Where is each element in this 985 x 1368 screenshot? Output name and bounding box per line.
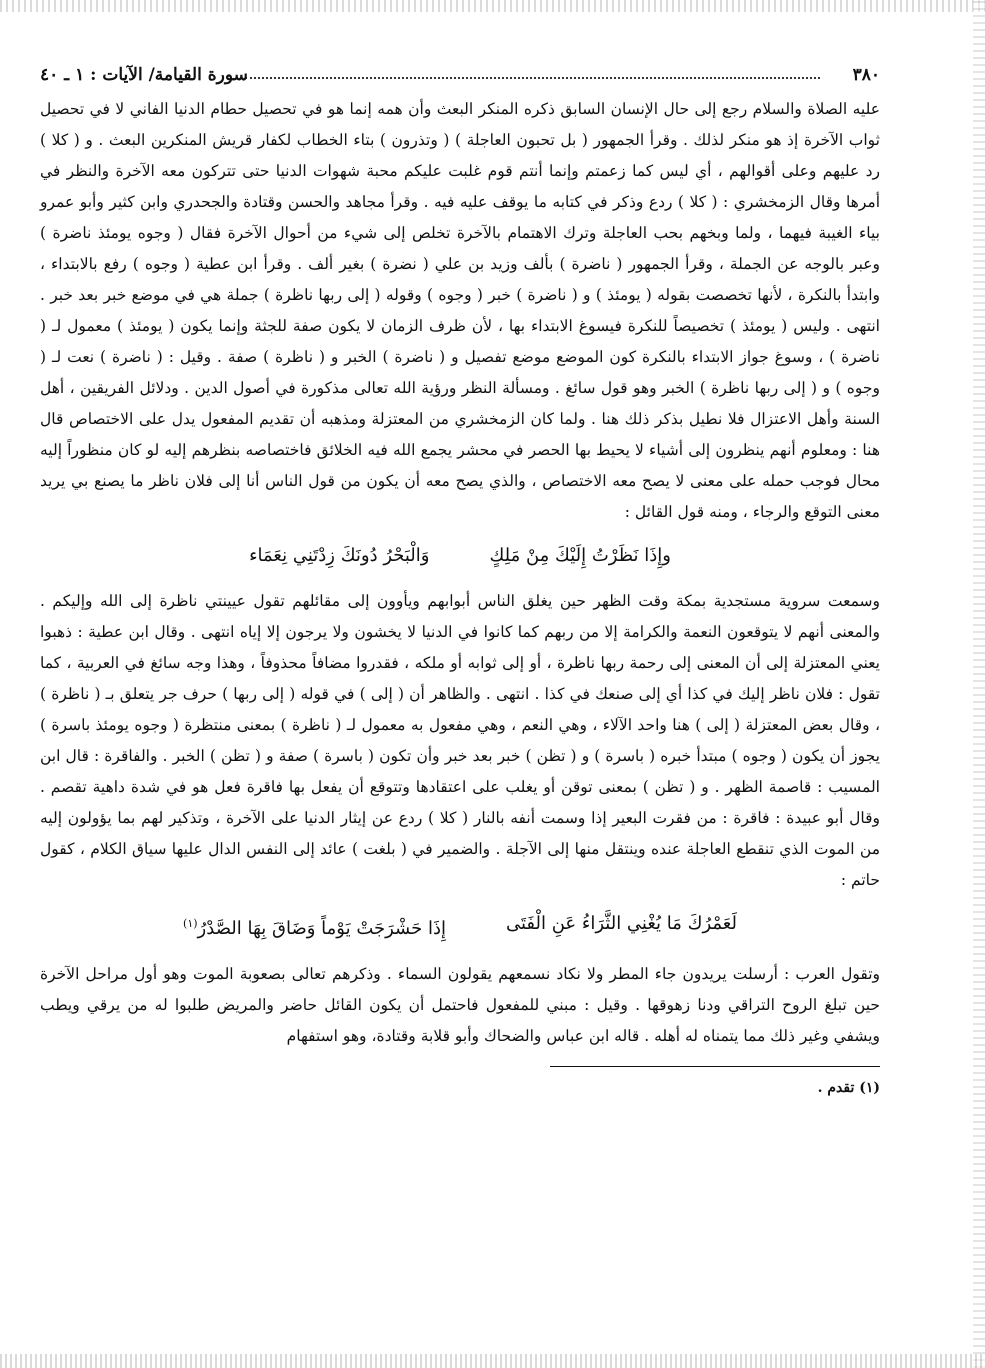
verse-1	[40, 534, 880, 578]
verse-1-hemistich-2: وَالْبَحْرُ دُونَكَ زِدْتَنِي نِعَمَاء	[249, 545, 430, 566]
footnote: (١) تقدم .	[817, 1080, 880, 1096]
verse-2-hemistich-1: لَعَمْرُكَ مَا يُغْنِي الثَّرَاءُ عَنِ الْفَتَى	[505, 913, 737, 934]
scan-edge-bottom	[0, 1354, 985, 1368]
page-number: ٣٨٠	[852, 65, 880, 85]
verse-2-hemistich-2-wrap	[183, 902, 446, 951]
footnote-divider	[550, 1066, 880, 1067]
page-header	[40, 60, 880, 90]
paragraph-2: وسمعت سروية مستجدية بمكة وقت الظهر حين يغلق الناس أبوابهم ويأوون إلى مقائلهم تقول عيينتي ناظرة إلى الله وإليكم . والمعنى أنهم لا يتوقعون النعمة والكرامة إلا من ربهم كما كانوا في الدنيا لا يخشون ولا يرجون إلا إياه انتهى . وقال ابن عطية : ذهبوا يعني المعتزلة إلى أن المعنى إلى رحمة ربها ناظرة ، أو إلى ثوابه أو ملكه ، فقدروا مضافاً محذوفاً ، وهذا وجه سائغ في العربية ، كما تقول : فلان ناظر إليك في كذا أي إلى صنعك في كذا . انتهى . والظاهر أن ( إلى ) في قوله ( إلى ربها ) حرف جر يتعلق بـ ( ناظرة ) ، وقال بعض المعتزلة ( إلى ) هنا واحد الآلاء ، وهي النعم ، وهي مفعول به معمول لـ ( ناظرة ) بمعنى منتظرة ( وجوه يومئذ باسرة ) يجوز أن يكون ( وجوه ) مبتدأ خبره ( باسرة ) و ( تظن ) خبر بعد خبر وأن تكون ( باسرة ) صفة و ( تظن ) الخبر . والفاقرة : قال ابن المسيب : قاصمة الظهر . و ( تظن ) بمعنى توقن أو يغلب على اعتقادها وتتوقع أن يفعل بها فاقرة فعل هو في شدة داهية تقصم . وقال أبو عبيدة : فاقرة : من فقرت البعير إذا وسمت أنفه بالنار ( كلا ) ردع عن إيثار الدنيا على الآخرة ، وتذكير لهم بما يؤولون إليه من الموت الذي تنقطع العاجلة عنده وينتقل منها إلى الآجلة . والضمير في ( بلغت ) عائد إلى النفس الدال عليها سياق الكلام ، كقول حاتم :	[40, 592, 881, 889]
running-title: سورة القيامة/ الآيات : ١ ـ ٤٠	[40, 65, 248, 85]
verse-2	[40, 902, 880, 951]
verse-2-hemistich-2: إِذَا حَشْرَجَتْ يَوْماً وَضَاقَ بِهَا الصَّدْرُ	[197, 918, 446, 939]
scan-edge-top	[0, 0, 985, 12]
paragraph-1: عليه الصلاة والسلام رجع إلى حال الإنسان السابق ذكره المنكر البعث وأن همه إنما هو في تحصيل حطام الدنيا الفاني لا في تحصيل ثواب الآخرة إذ هو منكر لذلك . وقرأ الجمهور ( بل تحبون العاجلة ) ( وتذرون ) بتاء الخطاب لكفار قريش المنكرين البعث . و ( كلا ) رد عليهم وعلى أقوالهم ، أي ليس كما زعمتم وإنما أنتم قوم غلبت عليكم محبة شهوات الدنيا حتى تتركون معه الآخرة والنظر في أمرها وقال الزمخشري : ( كلا ) ردع وذكر في كتابه ما يوقف عليه فيه . وقرأ مجاهد والحسن وقتادة والجحدري وابن كثير وأبو عمرو بياء الغيبة فيهما ، ولما وبخهم بحب العاجلة وترك الاهتمام بالآخرة تخلص إلى شيء من أحوال الآخرة فقال ( وجوه يومئذ ناضرة ) وعبر بالوجه عن الجملة ، وقرأ الجمهور ( ناضرة ) بألف وزيد بن علي ( نضرة ) بغير ألف . وقرأ ابن عطية ( وجوه ) رفع بالابتداء ، وابتدأ بالنكرة ، لأنها تخصصت بقوله ( يومئذ ) و ( ناضرة ) خبر ( وجوه ) وقوله ( إلى ربها ناظرة ) جملة هي في موضع خبر بعد خبر . انتهى . وليس ( يومئذ ) تخصيصاً للنكرة فيسوغ الابتداء بها ، لأن ظرف الزمان لا يكون صفة للجثة وإنما يكون ( يومئذ ) معمول لـ ( ناضرة ) ، وسوغ جواز الابتداء بالنكرة كون الموضع موضع تفصيل و ( ناضرة ) الخبر و ( ناظرة ) صفة . وقيل : ( ناضرة ) نعت لـ ( وجوه ) و ( إلى ربها ناظرة ) الخبر وهو قول سائغ . ومسألة النظر ورؤية الله تعالى مذكورة في أصول الدين . ودلائل الفريقين ، أهل السنة وأهل الاعتزال فلا نطيل بذكر ذلك هنا . ولما كان الزمخشري من المعتزلة ومذهبه أن تقديم المفعول يدل على الاختصاص قال هنا : ومعلوم أنهم ينظرون إلى أشياء لا يحيط بها الحصر في محشر يجمع الله فيه الخلائق فاختصاصه بنظرهم إليه لو كان منظوراً إليه محال فوجب حمله على معنى لا يصح معه الاختصاص ، والذي يصح معه أن يكون من قول الناس أنا إلى فلان ناظر ما يصنع بي يريد معنى التوقع والرجاء ، ومنه قول القائل :	[40, 100, 880, 521]
verse-1-hemistich-1: وإِذَا نَظَرْتُ إِلَيْكَ مِنْ مَلِكٍ	[489, 545, 671, 566]
header-dotted-leader	[245, 77, 820, 79]
footnote-reference: (١)	[183, 917, 198, 930]
body-text	[40, 94, 880, 1052]
paragraph-3: وتقول العرب : أرسلت يريدون جاء المطر ولا نكاد نسمعهم يقولون السماء . وذكرهم تعالى بصعوبة الموت وهو أول مراحل الآخرة حين تبلغ الروح التراقي ودنا زهوقها . وقيل : مبني للمفعول فاحتمل أن يكون القائل حاضر والمريض طلبوا له من يرقي ويطب ويشفي وغير ذلك مما يتمناه له أهله . قاله ابن عباس والضحاك وأبو قلابة وقتادة، وهو استفهام	[40, 965, 880, 1045]
scan-edge-right	[973, 0, 985, 1368]
book-page	[40, 60, 880, 1103]
